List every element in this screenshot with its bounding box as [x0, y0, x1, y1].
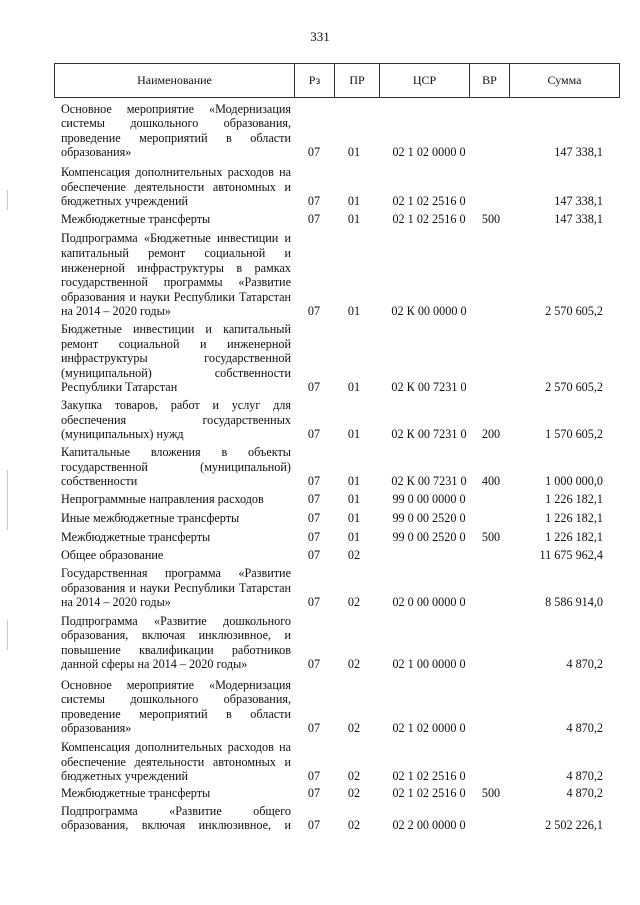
- table-row: [0, 740, 640, 784]
- row-pr: 01: [347, 492, 361, 507]
- header-name: Наименование: [55, 64, 295, 98]
- row-name: Государственная программа «Развитие образования и науки Республики Татарстан на 2014 – 2020 годы»: [61, 566, 291, 610]
- row-name: Подпрограмма «Бюджетные инвестиции и капитальный ремонт социальной и инженерной инфраструктуры в рамках государственной программы «Развитие образования и науки Республики Татарстан на 2014 – 2020 годы»: [61, 231, 291, 319]
- row-pr: 01: [347, 427, 361, 442]
- row-name: Закупка товаров, работ и услуг для обеспечения государственных (муниципальных) нужд: [61, 398, 291, 442]
- row-csr: 02 1 00 0000 0: [392, 657, 466, 672]
- row-csr: 02 К 00 7231 0: [391, 474, 467, 489]
- table-row: [0, 398, 640, 442]
- row-sum: 2 502 226,1: [545, 818, 603, 833]
- row-pr: 02: [347, 721, 361, 736]
- row-csr: 02 1 02 2516 0: [392, 769, 466, 784]
- header-sum: Сумма: [510, 64, 620, 98]
- row-rz: 07: [307, 786, 321, 801]
- row-vr: 500: [481, 212, 501, 227]
- table-row: [0, 566, 640, 610]
- header-rz: Рз: [295, 64, 335, 98]
- row-sum: 1 570 605,2: [545, 427, 603, 442]
- row-rz: 07: [307, 548, 321, 563]
- row-sum: 2 570 605,2: [545, 304, 603, 319]
- row-name: Основное мероприятие «Модернизация системы дошкольного образования, проведение мероприятий в области образования»: [61, 101, 291, 160]
- row-sum: 2 570 605,2: [545, 380, 603, 395]
- table-row: [0, 786, 640, 801]
- table-row: [0, 677, 640, 736]
- row-name: Непрограммные направления расходов: [61, 492, 264, 507]
- row-sum: 1 226 182,1: [545, 511, 603, 526]
- row-csr: 99 0 00 2520 0: [392, 530, 466, 545]
- table-row: [0, 804, 640, 833]
- row-rz: 07: [307, 721, 321, 736]
- row-rz: 07: [307, 492, 321, 507]
- row-sum: 8 586 914,0: [545, 595, 603, 610]
- row-pr: 01: [347, 511, 361, 526]
- table-row: [0, 165, 640, 209]
- row-vr: 400: [481, 474, 501, 489]
- row-name: Основное мероприятие «Модернизация системы дошкольного образования, проведение мероприятий в области образования»: [61, 677, 291, 736]
- row-sum: 1 226 182,1: [545, 530, 603, 545]
- row-sum: 4 870,2: [566, 769, 603, 784]
- row-vr: 200: [481, 427, 501, 442]
- row-csr: 02 К 00 0000 0: [391, 304, 467, 319]
- row-sum: 147 338,1: [554, 194, 603, 209]
- row-name: Компенсация дополнительных расходов на обеспечение деятельности автономных и бюджетных учреждений: [61, 165, 291, 209]
- row-pr: 02: [347, 769, 361, 784]
- row-pr: 02: [347, 786, 361, 801]
- row-csr: 99 0 00 2520 0: [392, 511, 466, 526]
- table-row: [0, 613, 640, 672]
- table-row: [0, 101, 640, 160]
- table-header: [54, 63, 620, 98]
- row-name: Общее образование: [61, 548, 164, 563]
- row-pr: 01: [347, 380, 361, 395]
- table-row: [0, 530, 640, 545]
- row-csr: 02 К 00 7231 0: [391, 380, 467, 395]
- row-rz: 07: [307, 427, 321, 442]
- row-pr: 02: [347, 548, 361, 563]
- row-vr: 500: [481, 786, 501, 801]
- row-pr: 01: [347, 194, 361, 209]
- row-rz: 07: [307, 145, 321, 160]
- row-rz: 07: [307, 194, 321, 209]
- row-name: Межбюджетные трансферты: [61, 530, 211, 545]
- row-rz: 07: [307, 380, 321, 395]
- row-rz: 07: [307, 530, 321, 545]
- row-name: Подпрограмма «Развитие общего образования, включая инклюзивное, и: [61, 803, 291, 833]
- page-number: 331: [310, 29, 330, 44]
- row-pr: 01: [347, 145, 361, 160]
- row-name: Капитальные вложения в объекты государственной (муниципальной) собственности: [61, 445, 291, 489]
- row-rz: 07: [307, 818, 321, 833]
- row-csr: 02 1 02 2516 0: [392, 786, 466, 801]
- header-csr: ЦСР: [380, 64, 470, 98]
- row-csr: 02 1 02 0000 0: [392, 145, 466, 160]
- row-pr: 01: [347, 212, 361, 227]
- row-sum: 1 226 182,1: [545, 492, 603, 507]
- row-rz: 07: [307, 212, 321, 227]
- table-row: [0, 231, 640, 319]
- row-vr: 500: [481, 530, 501, 545]
- row-csr: 02 2 00 0000 0: [392, 818, 466, 833]
- row-name: Компенсация дополнительных расходов на обеспечение деятельности автономных и бюджетных учреждений: [61, 740, 291, 784]
- row-csr: 02 0 00 0000 0: [392, 595, 466, 610]
- row-pr: 02: [347, 818, 361, 833]
- row-name: Иные межбюджетные трансферты: [61, 511, 240, 526]
- row-csr: 99 0 00 0000 0: [392, 492, 466, 507]
- row-rz: 07: [307, 511, 321, 526]
- header-pr: ПР: [335, 64, 380, 98]
- row-csr: 02 1 02 2516 0: [392, 212, 466, 227]
- row-pr: 01: [347, 530, 361, 545]
- table-row: [0, 511, 640, 526]
- row-sum: 1 000 000,0: [545, 474, 603, 489]
- row-rz: 07: [307, 595, 321, 610]
- row-rz: 07: [307, 304, 321, 319]
- table-row: [0, 548, 640, 563]
- row-sum: 4 870,2: [566, 657, 603, 672]
- row-sum: 147 338,1: [554, 145, 603, 160]
- header-vr: ВР: [470, 64, 510, 98]
- table-row: [0, 492, 640, 507]
- row-pr: 02: [347, 657, 361, 672]
- row-rz: 07: [307, 474, 321, 489]
- row-sum: 4 870,2: [566, 786, 603, 801]
- table-row: [0, 322, 640, 395]
- row-rz: 07: [307, 769, 321, 784]
- row-pr: 01: [347, 474, 361, 489]
- row-sum: 147 338,1: [554, 212, 603, 227]
- row-pr: 01: [347, 304, 361, 319]
- row-sum: 11 675 962,4: [539, 548, 603, 563]
- row-rz: 07: [307, 657, 321, 672]
- row-name: Подпрограмма «Развитие дошкольного образования, включая инклюзивное, и повышение квалификации работников данной сферы на 2014 – 2020 годы»: [61, 613, 291, 672]
- row-name: Межбюджетные трансферты: [61, 786, 211, 801]
- row-name: Межбюджетные трансферты: [61, 212, 211, 227]
- row-csr: 02 1 02 0000 0: [392, 721, 466, 736]
- row-sum: 4 870,2: [566, 721, 603, 736]
- table-row: [0, 212, 640, 227]
- row-pr: 02: [347, 595, 361, 610]
- row-name: Бюджетные инвестиции и капитальный ремонт социальной и инженерной инфраструктуры государственной (муниципальной) собственности Республики Татарстан: [61, 322, 291, 395]
- row-csr: 02 К 00 7231 0: [391, 427, 467, 442]
- row-csr: 02 1 02 2516 0: [392, 194, 466, 209]
- table-row: [0, 445, 640, 489]
